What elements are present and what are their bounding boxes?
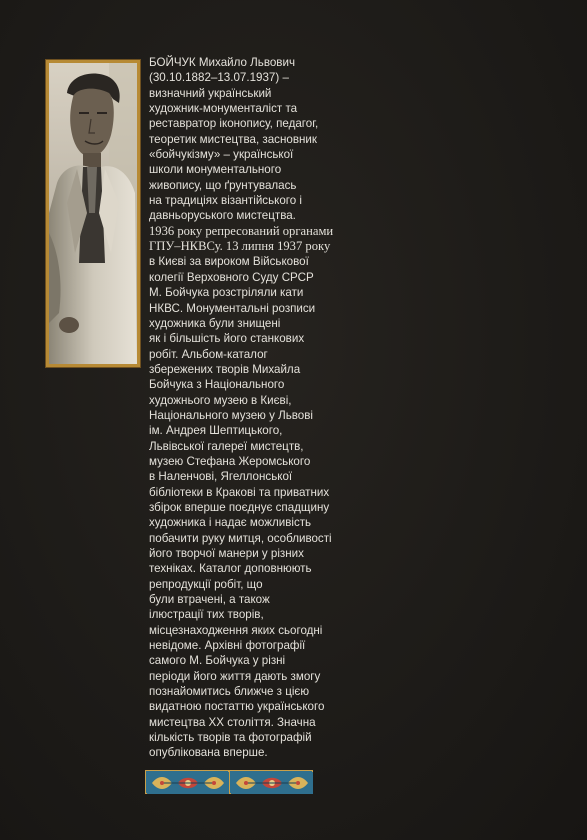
biography-line: невідоме. Архівні фотографії bbox=[149, 639, 306, 653]
biography-line: кількість творів та фотографій bbox=[149, 731, 312, 745]
biography-line: ілюстрації тих творів, bbox=[149, 608, 264, 622]
biography-line: періоди його життя дають змогу bbox=[149, 669, 321, 683]
biography-line: школи монументального bbox=[149, 163, 282, 177]
portrait-photo bbox=[49, 63, 137, 364]
ornament-panel-right bbox=[229, 770, 313, 794]
biography-line: його творчої манери у різних bbox=[149, 547, 304, 560]
biography-line: робіт. Альбом-каталог bbox=[149, 347, 268, 361]
biography-line: опублікована вперше. bbox=[149, 746, 268, 760]
biography-line: Львівської галереї мистецтв, bbox=[149, 439, 304, 453]
biography-line: в Києві за вироком Військової bbox=[149, 255, 309, 269]
biography-line: давньоруського мистецтва. bbox=[149, 209, 296, 223]
biography-line: Національного музею у Львові bbox=[149, 408, 313, 422]
biography-line: визначний український bbox=[149, 86, 272, 100]
biography-line: М. Бойчука розстріляли кати bbox=[149, 286, 304, 300]
biography-line: живопису, що ґрунтувалась bbox=[149, 178, 297, 192]
biography-line: колегії Верховного Суду СРСР bbox=[149, 270, 314, 284]
biography-line: збережених творів Михайла bbox=[149, 362, 301, 376]
biography-line: музею Стефана Жеромського bbox=[149, 454, 311, 468]
biography-line: видатною постаттю українського bbox=[149, 700, 325, 714]
biography-line: на традиціях візантійського і bbox=[149, 194, 303, 208]
biography-line: художника були знищені bbox=[149, 316, 281, 330]
biography-line: теоретик мистецтва, засновник bbox=[149, 132, 317, 146]
portrait-illustration bbox=[49, 63, 137, 364]
biography-line: художника і надає можливість bbox=[149, 516, 312, 530]
biography-line: збірок вперше поєднує спадщину bbox=[149, 500, 330, 514]
floral-ornament-icon bbox=[230, 771, 314, 795]
biography-line: були втрачені, а також bbox=[149, 593, 270, 607]
biography-line: побачити руку митця, особливості bbox=[149, 531, 332, 545]
biography-line: репродукції робіт, що bbox=[149, 577, 263, 591]
biography-line: ГПУ–НКВСу. 13 липня 1937 року bbox=[149, 239, 331, 254]
biography-line: художнього музею в Києві, bbox=[149, 393, 292, 407]
biography-line: бібліотеки в Кракові та приватних bbox=[149, 485, 330, 499]
biography-line: самого М. Бойчука у різні bbox=[149, 654, 286, 668]
biography-line: НКВС. Монументальні розписи bbox=[149, 301, 316, 315]
biography-line: Бойчука з Національного bbox=[149, 378, 285, 392]
biography-line: БОЙЧУК Михайло Львович bbox=[149, 56, 295, 69]
ornament-strip bbox=[145, 770, 313, 794]
biography-line: місцезнаходження яких сьогодні bbox=[149, 623, 323, 637]
biography-line: познайомитись ближче з цією bbox=[149, 685, 310, 699]
floral-ornament-icon bbox=[146, 771, 230, 795]
biography-line: мистецтва ХХ століття. Значна bbox=[149, 715, 316, 729]
biography-line: в Наленчові, Ягеллонської bbox=[149, 470, 293, 484]
ornament-panel-left bbox=[145, 770, 229, 794]
biography-line: реставратор іконопису, педагог, bbox=[149, 117, 319, 131]
biography-line: художник-монументаліст та bbox=[149, 102, 298, 116]
biography-line: як і більшість його станкових bbox=[149, 332, 305, 346]
biography-line: «бойчукізму» – української bbox=[149, 148, 294, 162]
biography-line: 1936 року репресований органами bbox=[149, 223, 334, 238]
biography-line: техніках. Каталог доповнюють bbox=[149, 562, 312, 576]
biography-line: (30.10.1882–13.07.1937) – bbox=[149, 71, 289, 85]
portrait-frame bbox=[45, 59, 141, 368]
biography-line: ім. Андрея Шептицького, bbox=[149, 424, 283, 438]
biography-text bbox=[149, 55, 569, 761]
